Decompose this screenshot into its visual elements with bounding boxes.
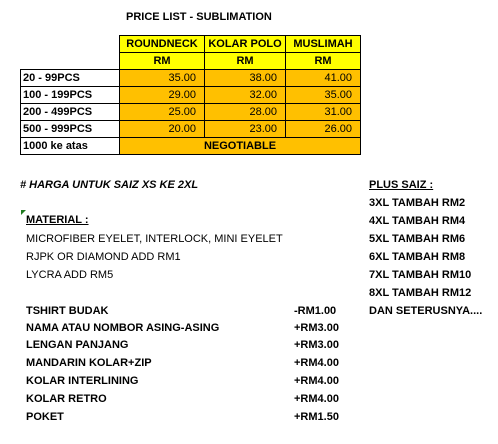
addon-name: POKET	[26, 411, 64, 423]
addon-price: +RM4.00	[294, 357, 339, 369]
plus-size-title: PLUS SAIZ :	[369, 179, 434, 191]
price-cell: 23.00	[205, 121, 286, 138]
table-currency-row	[21, 53, 361, 70]
material-item: MICROFIBER EYELET, INTERLOCK, MINI EYELET	[26, 233, 283, 245]
plus-size-item: 8XL TAMBAH RM12	[369, 287, 472, 299]
price-table	[20, 35, 361, 155]
price-cell: 26.00	[286, 121, 361, 138]
quantity-label: 500 - 999PCS	[21, 121, 120, 138]
addon-name: KOLAR RETRO	[26, 393, 107, 405]
addon-name: TSHIRT BUDAK	[26, 305, 109, 317]
price-cell: 28.00	[205, 104, 286, 121]
table-row	[21, 104, 361, 121]
table-row	[21, 87, 361, 104]
addon-price: +RM4.00	[294, 393, 339, 405]
material-item: RJPK OR DIAMOND ADD RM1	[26, 251, 181, 263]
currency-cell: RM	[205, 53, 286, 70]
price-cell: 29.00	[120, 87, 205, 104]
currency-cell: RM	[286, 53, 361, 70]
price-cell: 31.00	[286, 104, 361, 121]
addon-name: NAMA ATAU NOMBOR ASING-ASING	[26, 322, 220, 334]
price-cell: 20.00	[120, 121, 205, 138]
price-cell: 35.00	[120, 70, 205, 87]
currency-cell: RM	[120, 53, 205, 70]
table-row	[21, 121, 361, 138]
plus-size-item: 7XL TAMBAH RM10	[369, 269, 472, 281]
plus-size-item: 3XL TAMBAH RM2	[369, 197, 466, 209]
price-cell: 32.00	[205, 87, 286, 104]
price-cell: 25.00	[120, 104, 205, 121]
size-note: # HARGA UNTUK SAIZ XS KE 2XL	[20, 179, 199, 191]
table-header-row	[21, 36, 361, 53]
table-corner	[21, 53, 120, 70]
price-cell: 41.00	[286, 70, 361, 87]
table-corner	[21, 36, 120, 53]
header-muslimah: MUSLIMAH	[286, 36, 361, 53]
addon-price: +RM1.50	[294, 411, 339, 423]
quantity-label: 20 - 99PCS	[21, 70, 120, 87]
addon-price: +RM3.00	[294, 322, 339, 334]
header-roundneck: ROUNDNECK	[120, 36, 205, 53]
plus-size-item: DAN SETERUSNYA....	[369, 305, 483, 317]
plus-size-item: 5XL TAMBAH RM6	[369, 233, 466, 245]
quantity-label: 1000 ke atas	[21, 138, 120, 155]
table-row	[21, 70, 361, 87]
material-item: LYCRA ADD RM5	[26, 269, 114, 281]
plus-size-item: 4XL TAMBAH RM4	[369, 215, 466, 227]
addon-price: +RM3.00	[294, 339, 339, 351]
addon-name: LENGAN PANJANG	[26, 339, 129, 351]
header-kolar-polo: KOLAR POLO	[205, 36, 286, 53]
plus-size-item: 6XL TAMBAH RM8	[369, 251, 466, 263]
table-row-negotiable	[21, 138, 361, 155]
addon-price: +RM4.00	[294, 375, 339, 387]
quantity-label: 100 - 199PCS	[21, 87, 120, 104]
price-cell: 35.00	[286, 87, 361, 104]
material-title: MATERIAL :	[26, 214, 89, 226]
quantity-label: 200 - 499PCS	[21, 104, 120, 121]
price-cell: 38.00	[205, 70, 286, 87]
page-title: PRICE LIST - SUBLIMATION	[126, 11, 272, 23]
addon-price: -RM1.00	[294, 305, 337, 317]
negotiable-cell: NEGOTIABLE	[120, 138, 361, 155]
addon-name: KOLAR INTERLINING	[26, 375, 139, 387]
addon-name: MANDARIN KOLAR+ZIP	[26, 357, 152, 369]
